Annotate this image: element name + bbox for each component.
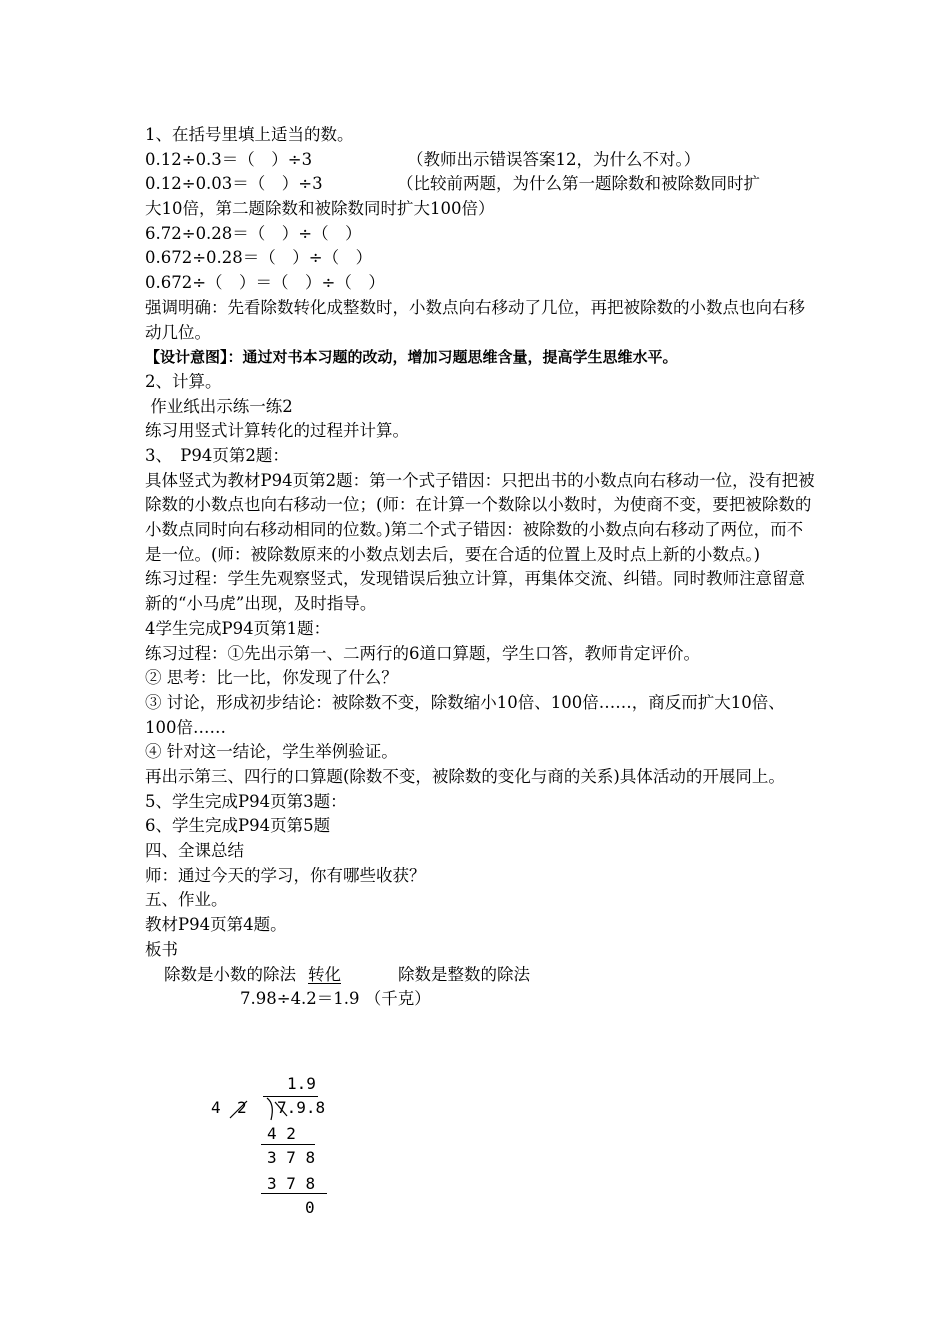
divisor-digit: 4 [211, 1098, 221, 1117]
final-remainder: 0 [305, 1198, 315, 1217]
exercise-1-item-4: 0.672÷0.28＝（ ）÷（ ） [145, 248, 373, 268]
exercise-5-title: 5、学生完成P94页第3题： [145, 791, 347, 811]
teacher-note: （教师出示错误答案12，为什么不对。） [407, 149, 701, 169]
summary-question: 师：通过今天的学习，你有哪些收获？ [145, 865, 426, 885]
section-homework: 五、作业。 [145, 890, 228, 910]
line [261, 1144, 315, 1145]
exercise-6-title: 6、学生完成P94页第5题 [145, 816, 331, 836]
exercise-1-item-1 [145, 148, 815, 173]
exercise-1-item-2 [145, 172, 815, 197]
step-2: ② 思考：比一比，你发现了什么？ [145, 668, 398, 688]
exercise-2-note: 作业纸出示练一练2 [145, 396, 293, 416]
remainder-row-1: 3 7 8 [267, 1148, 316, 1167]
equation: 0.12÷0.3＝（ ）÷3 [145, 149, 313, 169]
exercise-1-title: 1、在括号里填上适当的数。 [145, 125, 354, 144]
heading-left: 除数是小数的除法 [164, 964, 296, 984]
blackboard-equation: 7.98÷4.2＝1.9 （千克） [240, 989, 431, 1009]
line [261, 1193, 327, 1194]
next-activity: 再出示第三、四行的口算题(除数不变，被除数的变化与商的关系)具体活动的开展同上。 [145, 767, 785, 787]
subtract-row-1: 4 2 [267, 1124, 296, 1143]
exercise-3-title: 3、 P94页第2题： [145, 445, 289, 465]
step-3: ③ 讨论，形成初步结论：被除数不变，除数缩小10倍、100倍……，商反而扩大10倍、100倍…… [145, 692, 785, 737]
exercise-1-item-3: 6.72÷0.28＝（ ）÷（ ） [145, 223, 362, 243]
lesson-document [145, 123, 815, 1012]
long-division [205, 1068, 365, 1228]
dividend: 7.9.8 [277, 1098, 326, 1117]
heading-right: 除数是整数的除法 [398, 964, 530, 984]
exercise-2-desc: 练习用竖式计算转化的过程并计算。 [145, 421, 409, 441]
emphasis-paragraph: 强调明确：先看除数转化成整数时，小数点向右移动了几位，再把被除数的小数点也向右移动几位。 [145, 297, 805, 342]
section-summary: 四、全课总结 [145, 841, 244, 861]
design-intent: 【设计意图】：通过对书本习题的改动，增加习题思维含量，提高学生思维水平。 [145, 348, 678, 367]
exercise-4-title: 4学生完成P94页第1题： [145, 618, 331, 638]
teacher-note-cont: 大10倍，第二题除数和被除数同时扩大100倍） [145, 199, 495, 219]
exercise-3-paragraph: 具体竖式为教材P94页第2题：第一个式子错因：只把出书的小数点向右移动一位，没有把被除数的小数点也向右移动一位；(师：在计算一个数除以小数时，为使商不变，要把被除数的小数点同时向右移动相同的位数。)第二个式子错因：被除数的小数点向右移动了两位，而不是一位。(师：被除数原来的小数点划去后，要在合适的位置上及时点上新的小数点。) [145, 470, 815, 564]
homework-item: 教材P94页第4题。 [145, 915, 287, 935]
practice-process-1: 练习过程：学生先观察竖式，发现错误后独立计算，再集体交流、纠错。同时教师注意留意新的“小马虎”出现，及时指导。 [145, 569, 805, 614]
practice-process-2: 练习过程：①先出示第一、二两行的6道口算题，学生口答，教师肯定评价。 [145, 643, 700, 663]
exercise-2-title: 2、计算。 [145, 371, 222, 391]
step-4: ④ 针对这一结论，学生举例验证。 [145, 742, 398, 762]
blackboard-heading [145, 963, 815, 988]
exercise-1-item-5: 0.672÷（ ）＝（ ）÷（ ） [145, 273, 385, 293]
quotient: 1.9 [287, 1074, 316, 1093]
equation: 0.12÷0.03＝（ ）÷3 [145, 174, 323, 194]
blackboard-title: 板书 [145, 939, 178, 959]
teacher-note: （比较前两题，为什么第一题除数和被除数同时扩 [397, 174, 760, 194]
subtract-row-2: 3 7 8 [267, 1174, 316, 1193]
divisor-digit: 2 [237, 1098, 247, 1117]
heading-arrow-label: 转化 [308, 964, 341, 984]
